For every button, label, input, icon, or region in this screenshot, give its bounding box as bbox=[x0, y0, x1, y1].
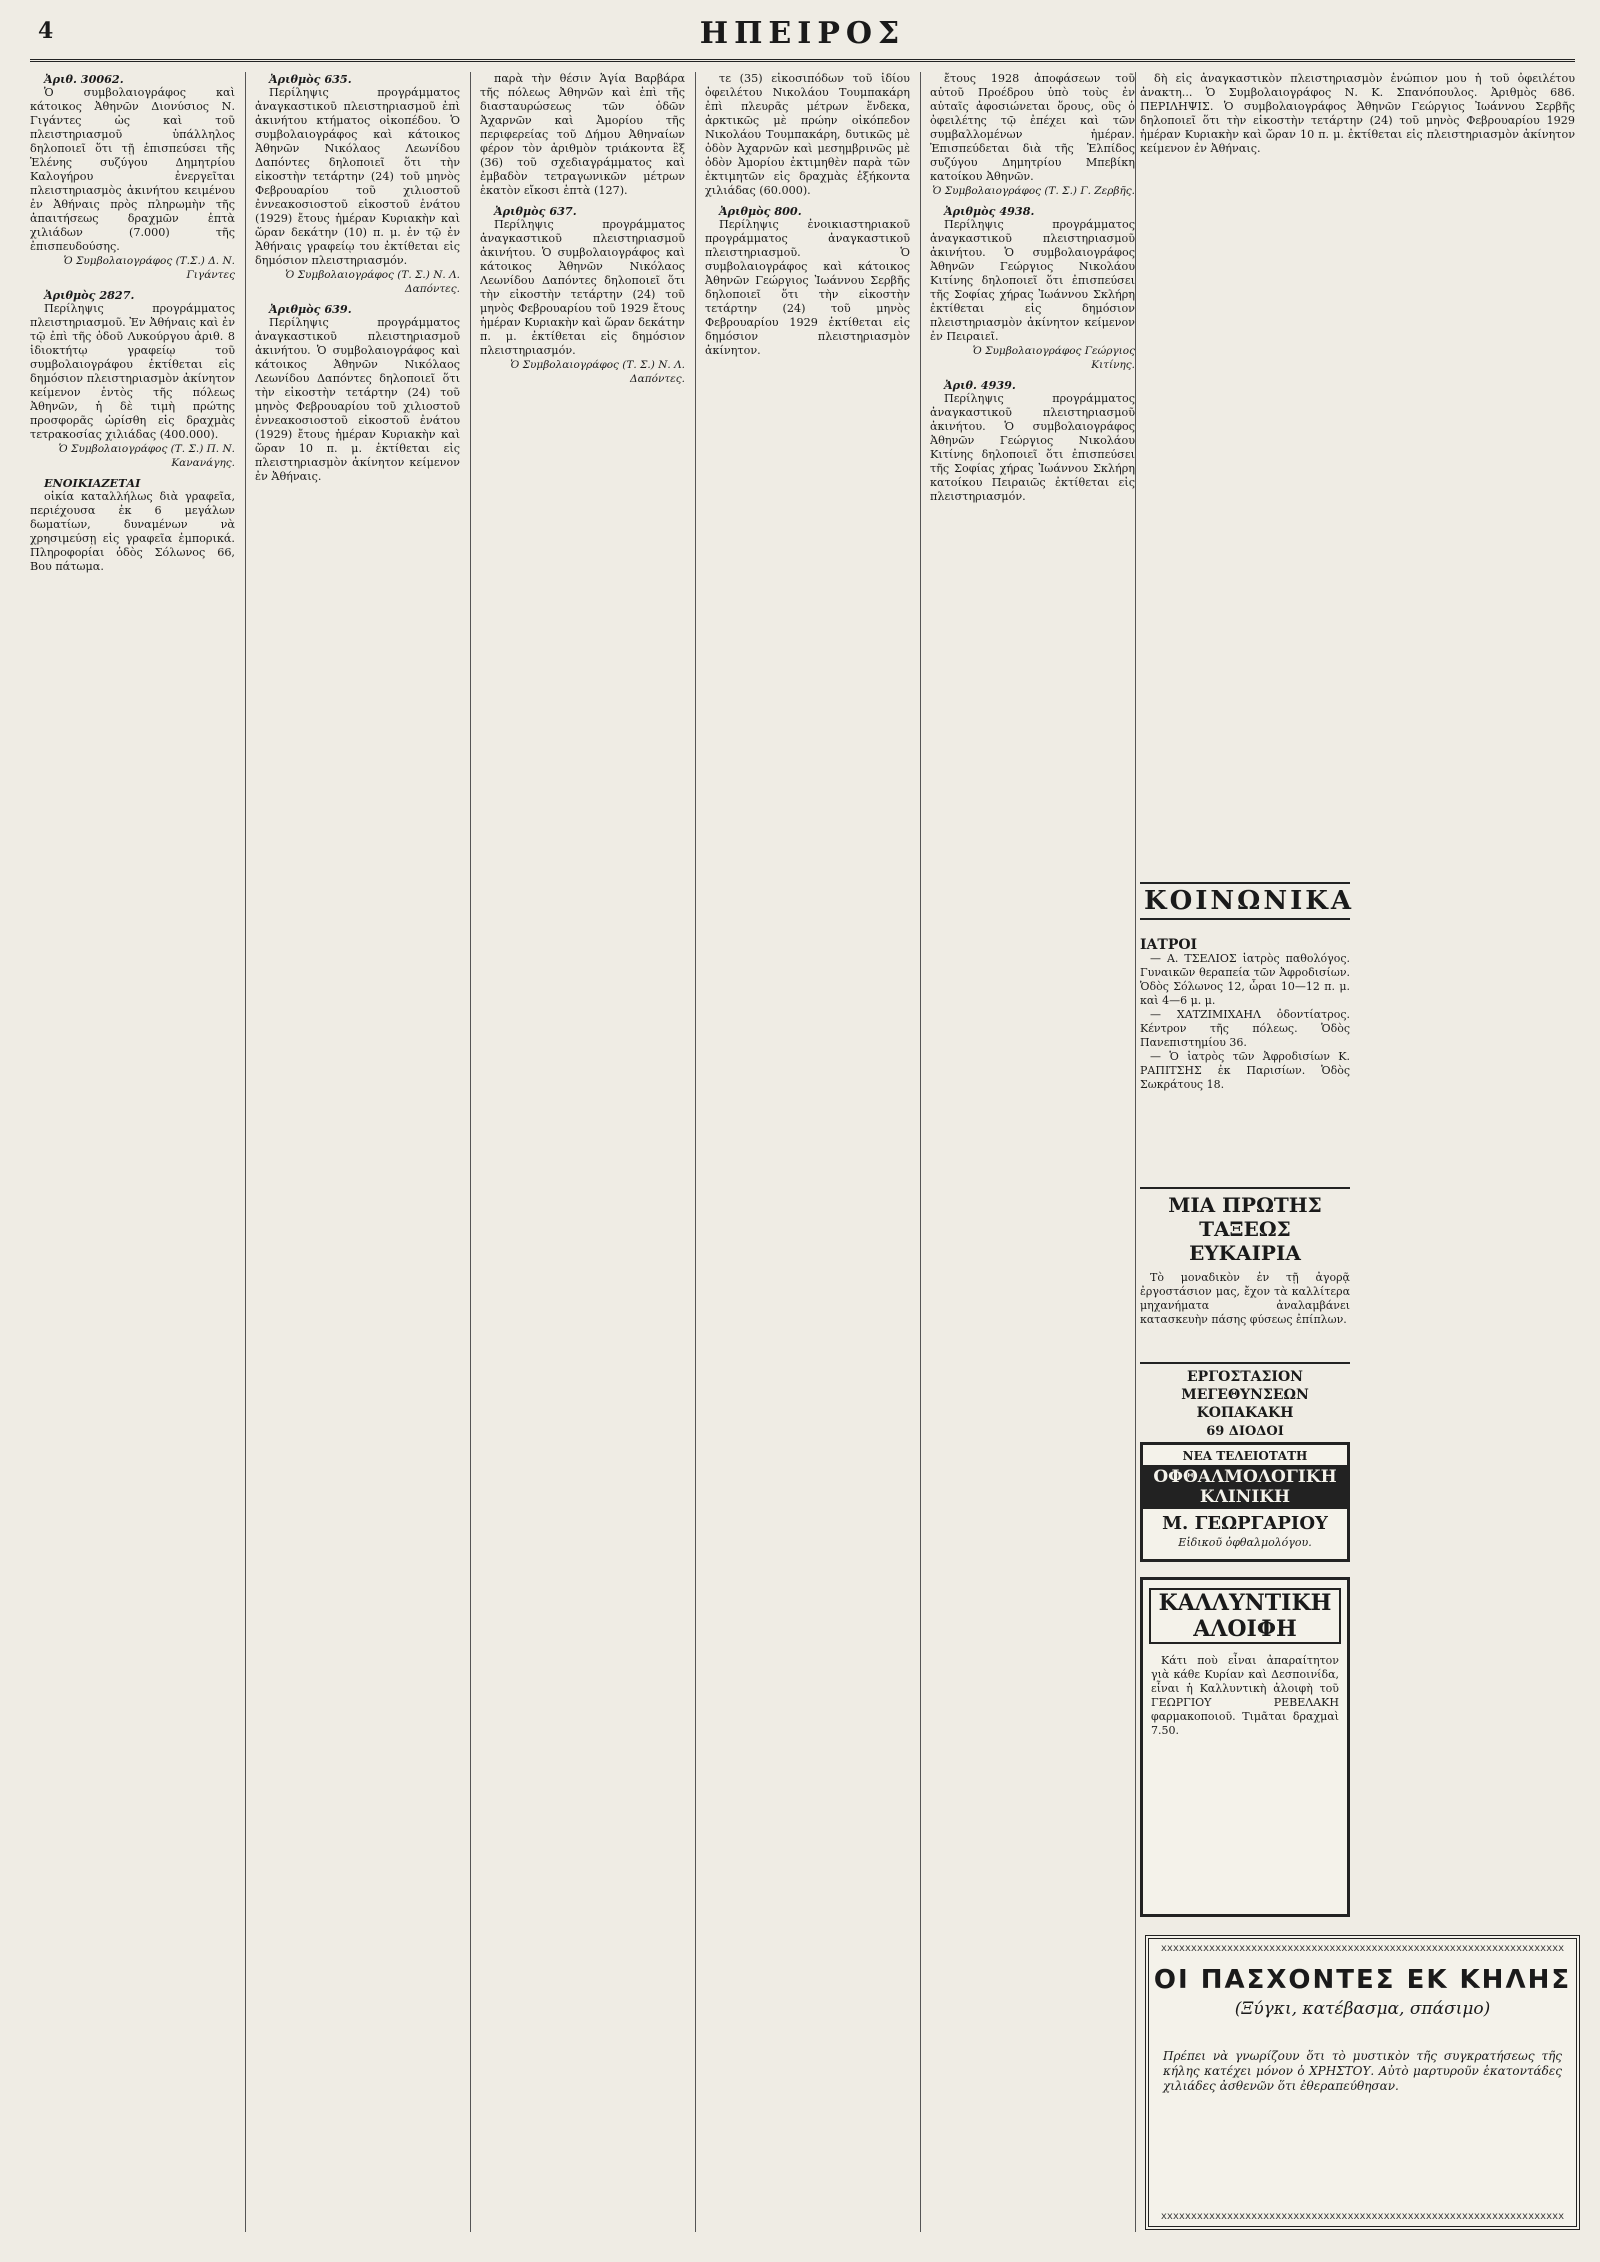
rental-notice bbox=[30, 476, 235, 574]
notice-signature: Ὁ Συμβολαιογράφος (Τ. Σ.) Γ. Ζερβῆς. bbox=[932, 185, 1135, 197]
ointment-ad bbox=[1140, 1577, 1350, 1917]
notice-signature: Ὁ Συμβολαιογράφος (Τ.Σ.) Δ. Ν. Γιγάντες bbox=[63, 255, 235, 281]
legal-notice bbox=[30, 72, 235, 282]
doctor-ad: — Ὁ ἰατρὸς τῶν Ἀφροδισίων Κ. ΡΑΠΙΤΣΗΣ ἐκ Παρισίων. Ὁδὸς Σωκράτους 18. bbox=[1140, 1050, 1350, 1091]
decorative-border: xxxxxxxxxxxxxxxxxxxxxxxxxxxxxxxxxxxxxxxxxxxxxxxxxxxxxxxxxxxxxxxxxxx bbox=[1160, 1943, 1565, 1954]
notice-body: ἔτους 1928 ἀποφάσεων τοῦ αὐτοῦ Προέδρου ὑπὸ τοὺς ἐν αὐταῖς ἀφοσιώνεται ὅρους, οὓς ὁ ὀφειλέτης τῷ ἐπέχει καὶ τῶν συμβαλλομένων ἡμέραν. Ἐπισπεύδεται διὰ τῆς Ἑλπίδος συζύγου Δημητρίου Μπεβίκη κατοίκου Ἀθηνῶν. bbox=[930, 72, 1135, 183]
decorative-border: xxxxxxxxxxxxxxxxxxxxxxxxxxxxxxxxxxxxxxxxxxxxxxxxxxxxxxxxxxxxxxxxxxx bbox=[1160, 2211, 1565, 2222]
notice-signature: Ὁ Συμβολαιογράφος (Τ. Σ.) Π. Ν. Κανανάγης. bbox=[58, 443, 235, 469]
legal-notice bbox=[930, 378, 1135, 504]
doctor-ads bbox=[1140, 932, 1350, 1092]
promo-ad bbox=[1140, 1187, 1350, 1327]
hernia-ad-headline: ΟΙ ΠΑΣΧΟΝΤΕΣ ΕΚ ΚΗΛΗΣ bbox=[1153, 1965, 1572, 1995]
factory-headline: ΕΡΓΟΣΤΑΣΙΟΝ ΜΕΓΕΘΥΝΣΕΩΝ ΚΟΠΑΚΑΚΗ bbox=[1181, 1369, 1309, 1421]
section-title-social: ΚΟΙΝΩΝΙΚΑ bbox=[1140, 882, 1350, 920]
notice-signature: Ὁ Συμβολαιογράφος Γεώργιος Κιτίνης. bbox=[972, 345, 1135, 371]
legal-notice bbox=[705, 204, 910, 358]
clinic-ad bbox=[1140, 1442, 1350, 1562]
factory-ad bbox=[1140, 1362, 1350, 1439]
notice-body: δὴ εἰς ἀναγκαστικὸν πλειστηριασμὸν ἐνώπιον μου ἡ τοῦ ὀφειλέτου ἀνακτη... Ὁ Συμβολαιογράφος Ν. Κ. Σπανόπουλος. Ἀριθμὸς 686. ΠΕΡΙΛΗΨΙΣ. Ὁ συμβολαιογράφος Ἀθηνῶν Γεώργιος Ἰωάννου Σερβῆς δηλοποιεῖ ὅτι τὴν εἰκοστὴν τετάρτην (24) τοῦ μηνὸς Φεβρουαρίου 1929 ἡμέραν Κυριακὴν καὶ ὥραν 10 π. μ. ἐκτίθεται εἰς πλειστηριασμὸν ἀκίνητον κείμενον ἐν Ἀθήναις. bbox=[1140, 72, 1575, 155]
doctor-ad: — Α. ΤΣΕΛΙΟΣ ἰατρὸς παθολόγος. Γυναικῶν θεραπεία τῶν Ἀφροδισίων. Ὁδὸς Σόλωνος 12, ὧραι 10—12 π. μ. καὶ 4—6 μ. μ. bbox=[1140, 952, 1350, 1007]
notice-body: Περίληψις προγράμματος ἀναγκαστικοῦ πλειστηριασμοῦ ἀκινήτου. Ὁ συμβολαιογράφος Ἀθηνῶν Γεώργιος Νικολάου Κιτίνης δηλοποιεῖ ὅτι ἐπισπεύσει τῆς Σοφίας χήρας Ἰωάννου Σκλήρη κατοίκου Πειραιῶς ἐκτίθεται εἰς πλειστηριασμόν. bbox=[930, 392, 1135, 503]
legal-notice bbox=[255, 72, 460, 296]
notice-signature: Ὁ Συμβολαιογράφος (Τ. Σ.) Ν. Λ. Δαπόντες. bbox=[510, 359, 685, 385]
notice-body: παρὰ τὴν θέσιν Ἁγία Βαρβάρα τῆς πόλεως Ἀθηνῶν καὶ ἐπὶ τῆς διασταυρώσεως τῶν ὁδῶν Ἀχαρνῶν καὶ Ἀμορίου τῆς περιφερείας τοῦ Δήμου Ἀθηναίων φέρον τὸν ἀριθμὸν τριάκοντα ἓξ (36) τοῦ σχεδιαγράμματος καὶ ἐμβαδὸν τετραγωνικῶν μέτρων ἑκατὸν εἴκοσι ἑπτὰ (127). bbox=[480, 72, 685, 197]
notice-number: Ἀριθμὸς 639. bbox=[269, 302, 352, 316]
masthead bbox=[30, 10, 1575, 62]
legal-notice bbox=[705, 72, 910, 198]
promo-text: Τὸ μοναδικὸν ἐν τῇ ἀγορᾷ ἐργοστάσιον μας, ἔχον τὰ καλλίτερα μηχανήματα ἀναλαμβάνει κατασκευὴν πάσης φύσεως ἐπίπλων. bbox=[1140, 1271, 1350, 1326]
column-divider bbox=[470, 72, 471, 2232]
page-number: 4 bbox=[38, 18, 54, 44]
column-divider bbox=[245, 72, 246, 2232]
notice-signature: Ὁ Συμβολαιογράφος (Τ. Σ.) Ν. Λ. Δαπόντες. bbox=[285, 269, 460, 295]
legal-notice bbox=[930, 204, 1135, 372]
clinic-top-line: ΝΕΑ ΤΕΛΕΙΟΤΑΤΗ bbox=[1182, 1449, 1308, 1463]
column-1 bbox=[30, 72, 235, 2232]
notice-body: Περίληψις προγράμματος ἀναγκαστικοῦ πλειστηριασμοῦ ἀκινήτου. Ὁ συμβολαιογράφος Ἀθηνῶν Γεώργιος Νικολάου Κιτίνης δηλοποιεῖ ὅτι ἐπισπεύσει τῆς Σοφίας χήρας Ἰωάννου Σκλήρη ἐκτίθεται εἰς δημόσιον πλειστηριασμὸν ἀκίνητον κείμενον ἐν Πειραιεῖ. bbox=[930, 218, 1135, 343]
notice-body: Περίληψις προγράμματος ἀναγκαστικοῦ πλειστηριασμοῦ ἀκινήτου. Ὁ συμβολαιογράφος καὶ κάτοικος Ἀθηνῶν Νικόλαος Λεωνίδου Δαπόντες δηλοποιεῖ ὅτι τὴν εἰκοστὴν τετάρτην (24) τοῦ μηνὸς Φεβρουαρίου τοῦ 1929 ἔτους ἡμέραν Κυριακὴν καὶ ὥραν δεκάτην π. μ. ἐκτίθεται εἰς δημόσιον πλειστηριασμόν. bbox=[480, 218, 685, 357]
legal-notice bbox=[930, 72, 1135, 198]
notice-body: οἰκία καταλλήλως διὰ γραφεῖα, περιέχουσα ἐκ 6 μεγάλων δωματίων, δυναμένων νὰ χρησιμεύσῃ εἰς γραφεῖα ἐμπορικά. Πληροφορίαι ὁδὸς Σόλωνος 66, Βου πάτωμα. bbox=[30, 490, 235, 573]
notice-number: Ἀριθμὸς 637. bbox=[494, 204, 577, 218]
column-divider bbox=[1135, 72, 1136, 2232]
column-divider bbox=[920, 72, 921, 2232]
column-4 bbox=[705, 72, 910, 2232]
legal-notice bbox=[255, 302, 460, 484]
legal-notice bbox=[480, 204, 685, 386]
notice-number: Ἀριθ. 30062. bbox=[44, 72, 124, 86]
notice-body: Ὁ συμβολαιογράφος καὶ κάτοικος Ἀθηνῶν Διονύσιος Ν. Γιγάντες ὡς καὶ τοῦ πλειστηριασμοῦ ὑπάλληλος δηλοποιεῖ ὅτι τῇ ἐπισπεύσει τῆς Ἑλένης συζύγου Δημητρίου Καλογήρου ἐνεργεῖται πλειστηριασμὸς ἀκινήτου κειμένου ἐν Ἀθήναις πρὸς πληρωμὴν τῆς ἀπαιτήσεως δραχμῶν ἑπτὰ χιλιάδων (7.000) τῆς ἐπισπευδούσης. bbox=[30, 86, 235, 253]
legal-notice bbox=[480, 72, 685, 198]
notice-number: Ἀριθ. 4939. bbox=[944, 378, 1016, 392]
notice-body: Περίληψις προγράμματος ἀναγκαστικοῦ πλειστηριασμοῦ ἐπὶ ἀκινήτου κτήματος οἰκοπέδου. Ὁ συμβολαιογράφος καὶ κάτοικος Ἀθηνῶν Νικόλαος Λεωνίδου Δαπόντες δηλοποιεῖ ὅτι τὴν εἰκοστὴν τετάρτην (24) τοῦ μηνὸς Φεβρουαρίου τοῦ χιλιοστοῦ ἐννεακοσιοστοῦ εἰκοστοῦ ἐνάτου (1929) ἔτους ἡμέραν Κυριακὴν καὶ ὥραν δεκάτην (10) π. μ. ἐν τῷ ἐν Ἀθήναις γραφείῳ του ἐκτίθεται εἰς δημόσιον πλειστηριασμόν. bbox=[255, 86, 460, 267]
notice-body: Περίληψις ἐνοικιαστηριακοῦ προγράμματος ἀναγκαστικοῦ πλειστηριασμοῦ. Ὁ συμβολαιογράφος καὶ κάτοικος Ἀθηνῶν Γεώργιος Ἰωάννου Σερβῆς δηλοποιεῖ ὅτι τὴν εἰκοστὴν τετάρτην (24) τοῦ μηνὸς Φεβρουαρίου 1929 ἐκτίθεται εἰς δημόσιον πλειστηριασμὸν ἀκίνητον. bbox=[705, 218, 910, 357]
ointment-headline: ΚΑΛΛΥΝΤΙΚΗ ΑΛΟΙΦΗ bbox=[1149, 1588, 1341, 1644]
doctor-ad: — ΧΑΤΖΙΜΙΧΑΗΛ ὀδοντίατρος. Κέντρον τῆς πόλεως. Ὁδὸς Πανεπιστημίου 36. bbox=[1140, 1008, 1350, 1049]
column-3 bbox=[480, 72, 685, 2232]
ad-category-label: ΙΑΤΡΟΙ bbox=[1140, 937, 1198, 953]
right-column-notices bbox=[1140, 72, 1575, 852]
hernia-ad-text: Πρέπει νὰ γνωρίζουν ὅτι τὸ μυστικὸν τῆς συγκρατήσεως τῆς κήλης κατέχει μόνον ὁ ΧΡΗΣΤΟΥ. Αὐτὸ μαρτυροῦν ἑκατοντάδες χιλιάδες ἀσθενῶν ὅτι ἐθεραπεύθησαν. bbox=[1163, 2049, 1562, 2093]
column-2 bbox=[255, 72, 460, 2232]
notice-body: Περίληψις προγράμματος ἀναγκαστικοῦ πλειστηριασμοῦ ἀκινήτου. Ὁ συμβολαιογράφος καὶ κάτοικος Ἀθηνῶν Νικόλαος Λεωνίδου Δαπόντες δηλοποιεῖ ὅτι τὴν εἰκοστὴν τετάρτην (24) τοῦ μηνὸς Φεβρουαρίου τοῦ χιλιοστοῦ ἐννεακοσιοστοῦ εἰκοστοῦ ἐνάτου (1929) ἔτους ἡμέραν Κυριακὴν καὶ ὥραν 10 π. μ. ἐκτίθεται εἰς πλειστηριασμὸν ἀκίνητον κείμενον ἐν Ἀθήναις. bbox=[255, 316, 460, 483]
column-divider bbox=[695, 72, 696, 2232]
legal-notice bbox=[30, 288, 235, 470]
clinic-headline: ΟΦΘΑΛΜΟΛΟΓΙΚΗ ΚΛΙΝΙΚΗ bbox=[1143, 1465, 1347, 1509]
notice-number: Ἀριθμὸς 800. bbox=[719, 204, 802, 218]
notice-body: Περίληψις προγράμματος πλειστηριασμοῦ. Ἐν Ἀθήναις καὶ ἐν τῷ ἐπὶ τῆς ὁδοῦ Λυκούργου ἀριθ. 8 ἰδιοκτήτῳ γραφείῳ τοῦ συμβολαιογράφου ἐκτίθεται εἰς δημόσιον πλειστηριασμὸν ἀκίνητον κείμενον ἐντὸς τῆς πόλεως Ἀθηνῶν, ἡ δὲ τιμὴ πρώτης προσφορᾶς ὡρίσθη εἰς δραχμὰς τετρακοσίας χιλιάδας (400.000). bbox=[30, 302, 235, 441]
newspaper-title: ΗΠΕΙΡΟΣ bbox=[699, 16, 906, 51]
notice-number: Ἀριθμὸς 4938. bbox=[944, 204, 1035, 218]
notice-body: τε (35) εἰκοσιπόδων τοῦ ἰδίου ὀφειλέτου Νικολάου Τουμπακάρη ἐπὶ πλευρᾶς μέτρων ἕνδεκα, ἀρκτικῶς μὲ πρώην οἰκόπεδον Νικολάου Τουμπακάρη, δυτικῶς μὲ ὁδὸν Ἀχαρνῶν καὶ μεσημβρινῶς μὲ ὁδὸν Ἀμορίου ἐκτιμηθὲν παρὰ τῶν ἐκτιμητῶν εἰς δραχμὰς ἑξήκοντα χιλιάδας (60.000). bbox=[705, 72, 910, 197]
hernia-ad bbox=[1145, 1935, 1580, 2230]
notice-number: Ἀριθμὸς 2827. bbox=[44, 288, 135, 302]
column-5 bbox=[930, 72, 1135, 2232]
clinic-doctor: Μ. ΓΕΩΡΓΑΡΙΟΥ bbox=[1162, 1513, 1328, 1534]
notice-number: Ἀριθμὸς 635. bbox=[269, 72, 352, 86]
hernia-ad-subtitle: (Ξύγκι, κατέβασμα, σπάσιμο) bbox=[1234, 1999, 1491, 2019]
ointment-text: Κάτι ποὺ εἶναι ἀπαραίτητον γιὰ κάθε Κυρίαν καὶ Δεσποινίδα, εἶναι ἡ Καλλυντικὴ ἀλοιφὴ τοῦ ΓΕΩΡΓΙΟΥ ΡΕΒΕΛΑΚΗ φαρμακοποιοῦ. Τιμᾶται δραχμαὶ 7.50. bbox=[1151, 1654, 1339, 1737]
factory-address: 69 ΔΙΟΔΟΙ bbox=[1206, 1424, 1284, 1439]
notice-number: ΕΝΟΙΚΙΑΖΕΤΑΙ bbox=[44, 476, 141, 490]
promo-headline: ΜΙΑ ΠΡΩΤΗΣ ΤΑΞΕΩΣ ΕΥΚΑΙΡΙΑ bbox=[1168, 1193, 1322, 1265]
clinic-text: Εἰδικοῦ ὀφθαλμολόγου. bbox=[1178, 1536, 1312, 1549]
